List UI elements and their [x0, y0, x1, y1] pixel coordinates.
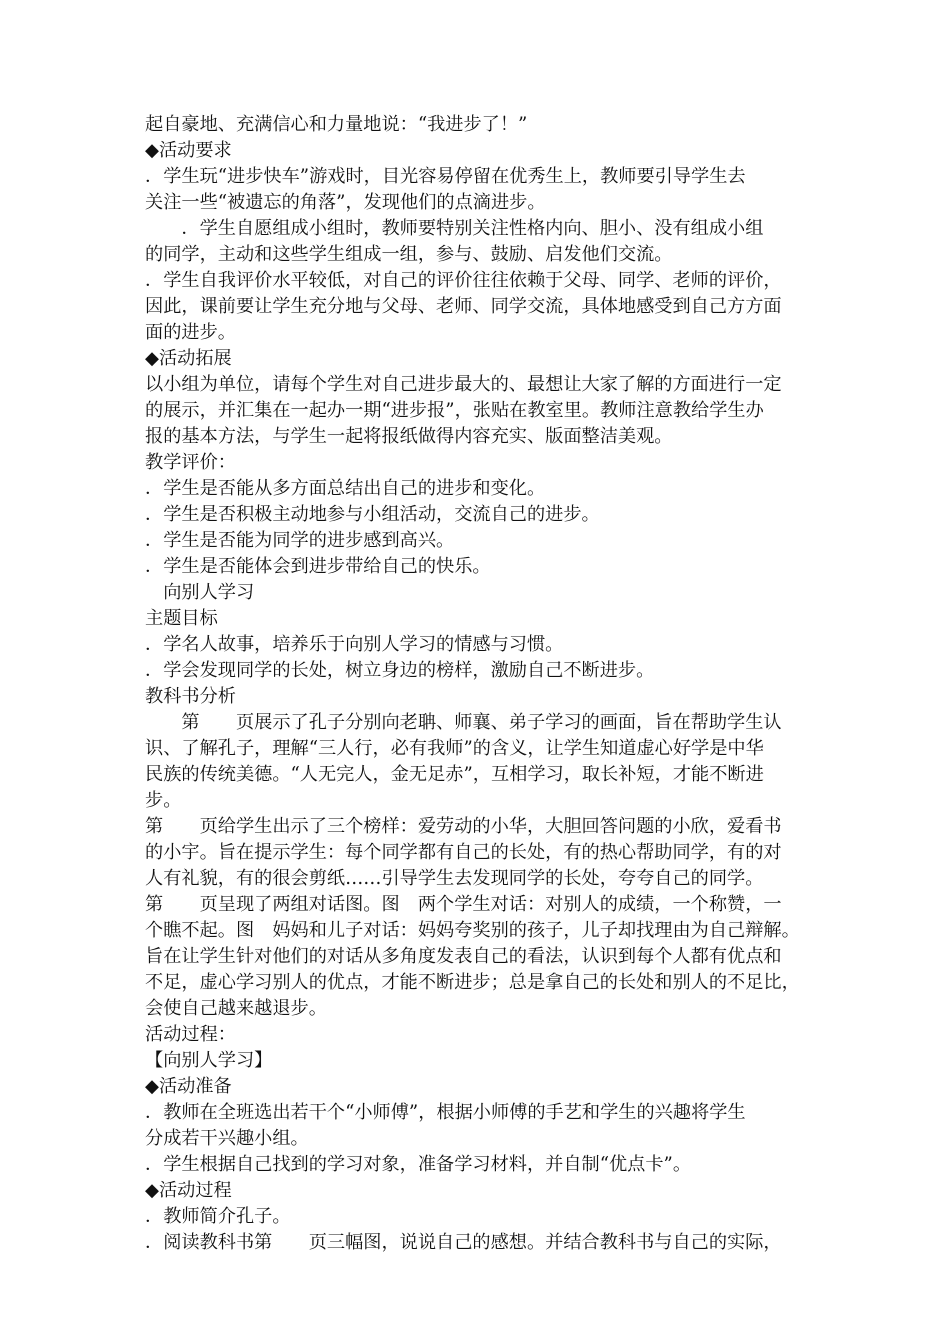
text-line: 步。: [145, 790, 182, 811]
text-line: ．学生是否积极主动地参与小组活动，交流自己的进步。: [145, 504, 600, 525]
text-line: ．学生玩“进步快车”游戏时，目光容易停留在优秀生上，教师要引导学生去: [145, 166, 746, 187]
text-line: ．学生自愿组成小组时，教师要特别关注性格内向、胆小、没有组成小组: [145, 218, 764, 239]
text-line: 不足，虚心学习别人的优点，才能不断进步；总是拿自己的长处和别人的不足比，: [145, 972, 800, 993]
text-line: 面的进步。: [145, 322, 236, 343]
text-line: ．学生是否能为同学的进步感到高兴。: [145, 530, 455, 551]
text-line: ．学会发现同学的长处，树立身边的榜样，激励自己不断进步。: [145, 660, 655, 681]
section-heading-activity-process: 活动过程：: [145, 1024, 236, 1045]
text-line: 识、了解孔子，理解“三人行，必有我师”的含义，让学生知道虚心好学是中华: [145, 738, 764, 759]
text-line: 民族的传统美德。“人无完人，金无足赤”，互相学习，取长补短，才能不断进: [145, 764, 764, 785]
text-line: 人有礼貌，有的很会剪纸……引导学生去发现同学的长处，夸夸自己的同学。: [145, 868, 764, 889]
section-heading-activity-extension: ◆活动拓展: [145, 348, 232, 369]
text-line: ．学生根据自己找到的学习对象，准备学习材料，并自制“优点卡”。: [145, 1154, 692, 1175]
section-heading-theme-goals: 主题目标: [145, 608, 218, 629]
section-heading-activity-steps: ◆活动过程: [145, 1180, 232, 1201]
section-heading-activity-preparation: ◆活动准备: [145, 1076, 232, 1097]
text-line: 第 页呈现了两组对话图。图 两个学生对话：对别人的成绩，一个称赞，一: [145, 894, 782, 915]
text-line: 第 页展示了孔子分别向老聃、师襄、弟子学习的画面，旨在帮助学生认: [145, 712, 782, 733]
text-line: 第 页给学生出示了三个榜样：爱劳动的小华，大胆回答问题的小欣，爱看书: [145, 816, 782, 837]
section-heading-teaching-evaluation: 教学评价：: [145, 452, 236, 473]
text-line: ．阅读教科书第 页三幅图，说说自己的感想。并结合教科书与自己的实际，: [145, 1232, 782, 1253]
text-line: ．学生是否能体会到进步带给自己的快乐。: [145, 556, 491, 577]
text-line: 会使自己越来越退步。: [145, 998, 327, 1019]
text-line: ．教师在全班选出若干个“小师傅”，根据小师傅的手艺和学生的兴趣将学生: [145, 1102, 746, 1123]
lesson-title: 向别人学习: [145, 582, 255, 603]
section-heading-textbook-analysis: 教科书分析: [145, 686, 236, 707]
text-line: ．教师简介孔子。: [145, 1206, 291, 1227]
text-line: 的小宇。旨在提示学生：每个同学都有自己的长处，有的热心帮助同学，有的对: [145, 842, 782, 863]
text-line: 的同学，主动和这些学生组成一组，参与、鼓励、启发他们交流。: [145, 244, 673, 265]
text-line: 个瞧不起。图 妈妈和儿子对话：妈妈夸奖别的孩子，儿子却找理由为自己辩解。: [145, 920, 800, 941]
text-line: 因此，课前要让学生充分地与父母、老师、同学交流，具体地感受到自己方方面: [145, 296, 782, 317]
text-line: ．学名人故事，培养乐于向别人学习的情感与习惯。: [145, 634, 564, 655]
text-line: 起自豪地、充满信心和力量地说：“我进步了！”: [145, 114, 528, 135]
text-line: ．学生是否能从多方面总结出自己的进步和变化。: [145, 478, 546, 499]
text-line: 关注一些“被遗忘的角落”，发现他们的点滴进步。: [145, 192, 546, 213]
text-line: 以小组为单位，请每个学生对自己进步最大的、最想让大家了解的方面进行一定: [145, 374, 782, 395]
text-line: 报的基本方法，与学生一起将报纸做得内容充实、版面整洁美观。: [145, 426, 673, 447]
text-line: 分成若干兴趣小组。: [145, 1128, 309, 1149]
text-line: 的展示，并汇集在一起办一期“进步报”，张贴在教室里。教师注意教给学生办: [145, 400, 764, 421]
section-heading-activity-requirements: ◆活动要求: [145, 140, 232, 161]
text-line: ．学生自我评价水平较低，对自己的评价往往依赖于父母、同学、老师的评价，: [145, 270, 782, 291]
bracket-heading-learn-from-others: 【向别人学习】: [145, 1050, 273, 1071]
text-line: 旨在让学生针对他们的对话从多角度发表自己的看法，认识到每个人都有优点和: [145, 946, 782, 967]
